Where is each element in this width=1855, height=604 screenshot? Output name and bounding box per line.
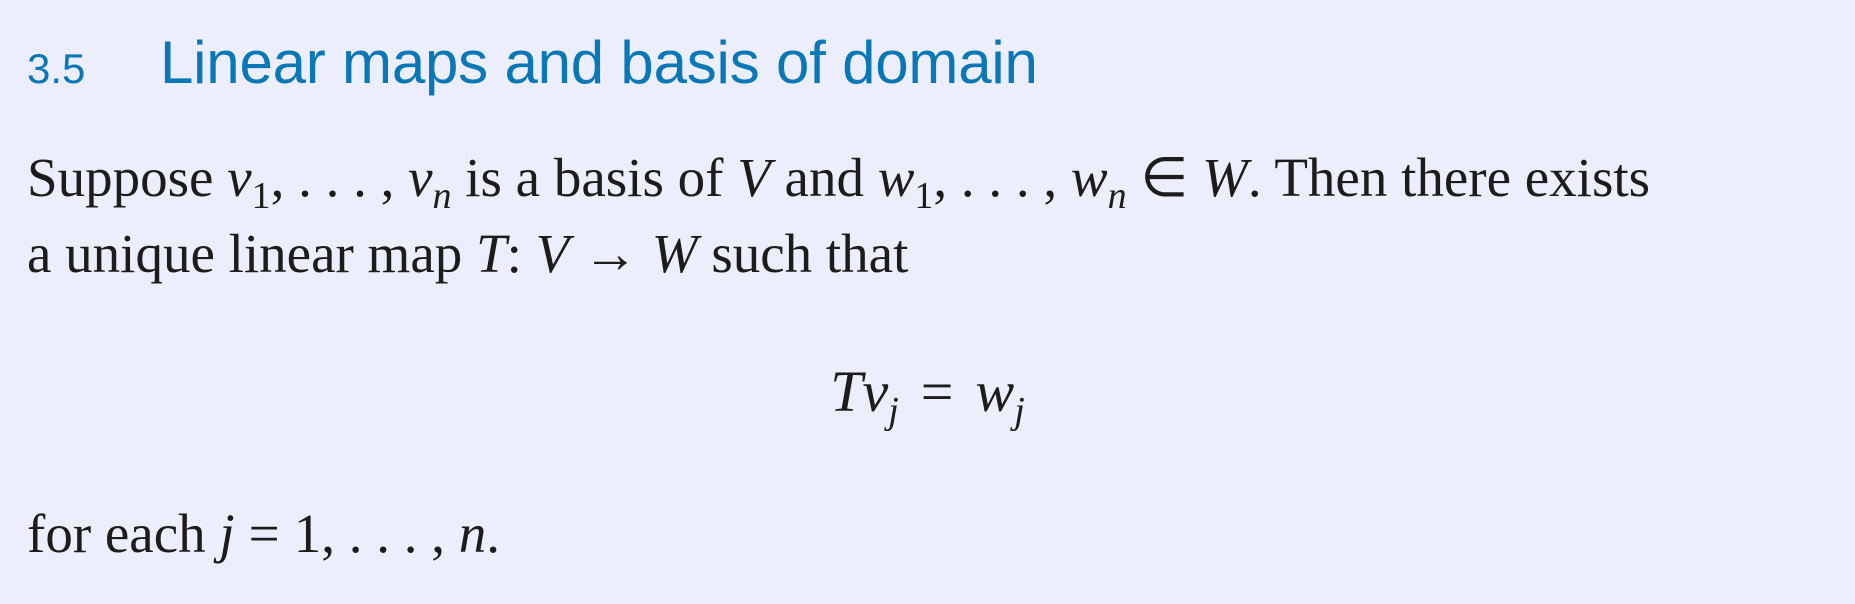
var-T: T [476,223,507,284]
var-v: v [862,359,889,424]
var-W: W [651,223,698,284]
text-suppose: Suppose [27,147,214,208]
var-w: w [1070,147,1108,208]
subscript-1: 1 [914,175,934,217]
closing-line [27,496,500,572]
text-for-each: for each [27,503,206,564]
var-v: v [408,147,433,208]
text-such-that: such that [711,223,909,284]
arrow-symbol: → [582,223,638,284]
ellipsis: , . . . , [933,147,1058,208]
var-V: V [737,147,771,208]
equals-symbol: = [920,359,954,424]
equals-symbol: = [248,503,280,564]
var-w: w [975,359,1015,424]
period: . [486,503,500,564]
text-basis-of: is a basis of [465,147,724,208]
text-and: and [784,147,864,208]
index-range: 1, . . . , [293,503,445,564]
element-of-symbol: ∈ [1140,147,1189,208]
var-v: v [227,147,252,208]
subscript-j: j [888,390,899,432]
subscript-n: n [432,175,452,217]
var-j: j [219,503,235,564]
statement-line-1 [27,140,1650,216]
var-T: T [830,359,863,424]
subscript-j: j [1014,390,1025,432]
var-V: V [535,223,570,284]
text-then-there-exists: . Then there exists [1247,147,1651,208]
section-heading [27,28,1038,98]
section-number: 3.5 [27,45,86,92]
statement-line-2 [27,216,908,292]
text-unique-linear-map: a unique linear map [27,223,463,284]
display-equation [0,352,1855,432]
subscript-n: n [1107,175,1127,217]
section-title: Linear maps and basis of domain [160,29,1038,96]
var-n: n [458,503,487,564]
var-w: w [877,147,915,208]
ellipsis: , . . . , [270,147,395,208]
var-W: W [1202,147,1248,208]
colon-symbol: : [506,223,522,284]
subscript-1: 1 [251,175,271,217]
